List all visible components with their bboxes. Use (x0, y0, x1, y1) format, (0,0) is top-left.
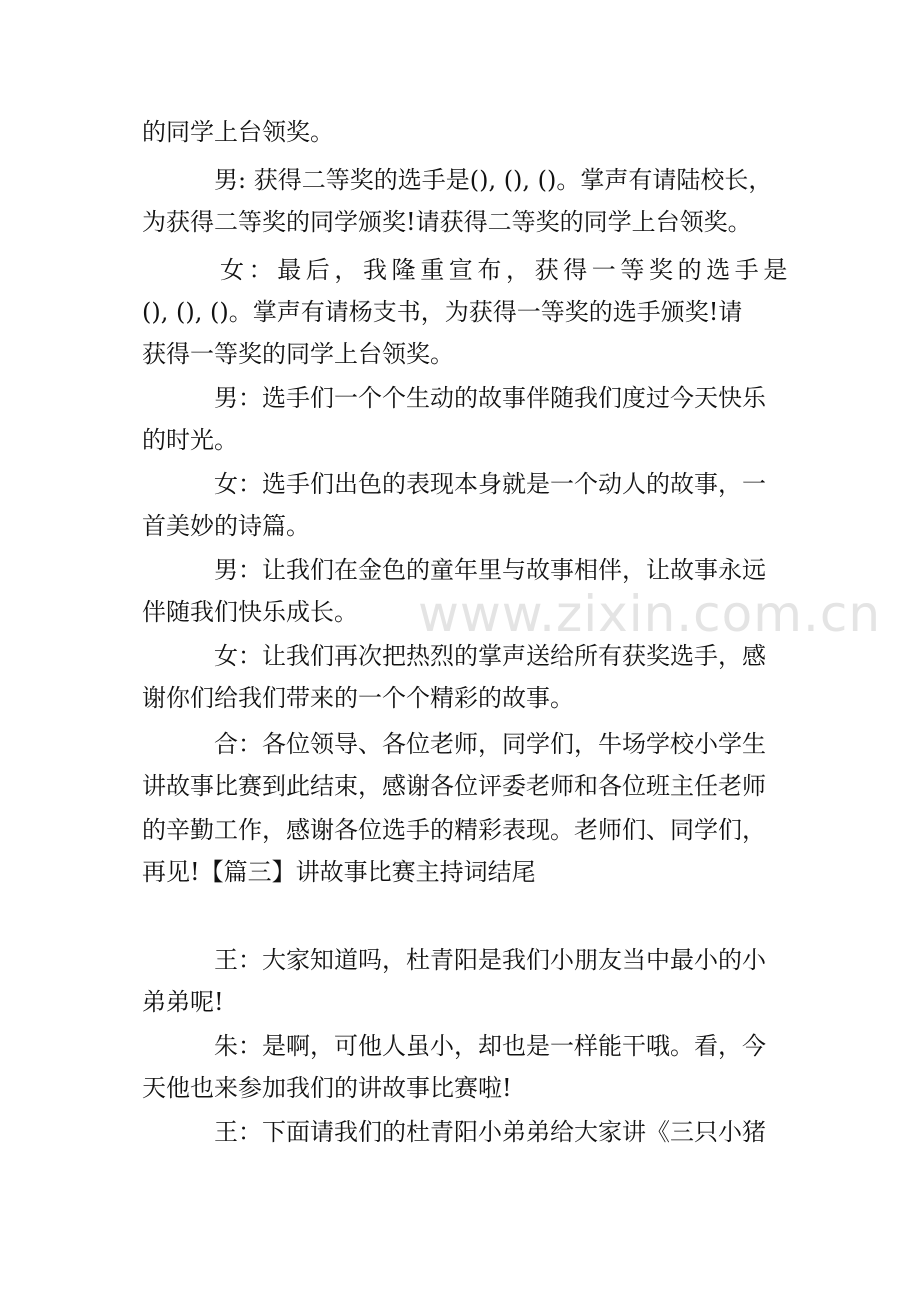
text-line: 讲故事比赛到此结束，感谢各位评委老师和各位班主任老师 (142, 772, 766, 800)
text-line: 男：选手们一个个生动的故事伴随我们度过今天快乐 (214, 384, 766, 412)
text-line: 朱：是啊，可他人虽小，却也是一样能干哦。看，今 (214, 1032, 766, 1060)
text-line: 获得一等奖的同学上台领奖。 (142, 340, 454, 368)
text-line: 的时光。 (142, 426, 238, 454)
text-line: 男: 获得二等奖的选手是(), (), ()。掌声有请陆校长， (214, 166, 773, 194)
text-line: 女：让我们再次把热烈的掌声送给所有获奖选手，感 (214, 642, 766, 670)
text-line: 女：选手们出色的表现本身就是一个动人的故事，一 (214, 470, 766, 498)
text-line: 的同学上台领奖。 (142, 118, 334, 146)
text-line: 弟弟呢! (142, 988, 224, 1016)
text-line: 合：各位领导、各位老师，同学们，牛场学校小学生 (214, 730, 766, 758)
text-line: 伴随我们快乐成长。 (142, 598, 358, 626)
text-line: 为获得二等奖的同学颁奖!请获得二等奖的同学上台领奖。 (142, 208, 752, 236)
text-line: 王：下面请我们的杜青阳小弟弟给大家讲《三只小猪 (214, 1118, 766, 1146)
text-line: 王：大家知道吗，杜青阳是我们小朋友当中最小的小 (214, 946, 766, 974)
text-line: 男：让我们在金色的童年里与故事相伴，让故事永远 (214, 556, 766, 584)
text-line: 的辛勤工作，感谢各位选手的精彩表现。老师们、同学们， (142, 816, 766, 844)
text-line: 首美妙的诗篇。 (142, 512, 310, 540)
text-line: (), (), ()。掌声有请杨支书，为获得一等奖的选手颁奖!请 (142, 298, 743, 326)
watermark: www.zixin.com.cn (418, 585, 882, 643)
text-line: 女：最后，我隆重宣布，获得一等奖的选手是 (220, 256, 792, 284)
section-heading-line: 再见!【篇三】讲故事比赛主持词结尾 (142, 858, 536, 886)
text-line: 天他也来参加我们的讲故事比赛啦! (142, 1074, 512, 1102)
text-line: 谢你们给我们带来的一个个精彩的故事。 (142, 684, 574, 712)
